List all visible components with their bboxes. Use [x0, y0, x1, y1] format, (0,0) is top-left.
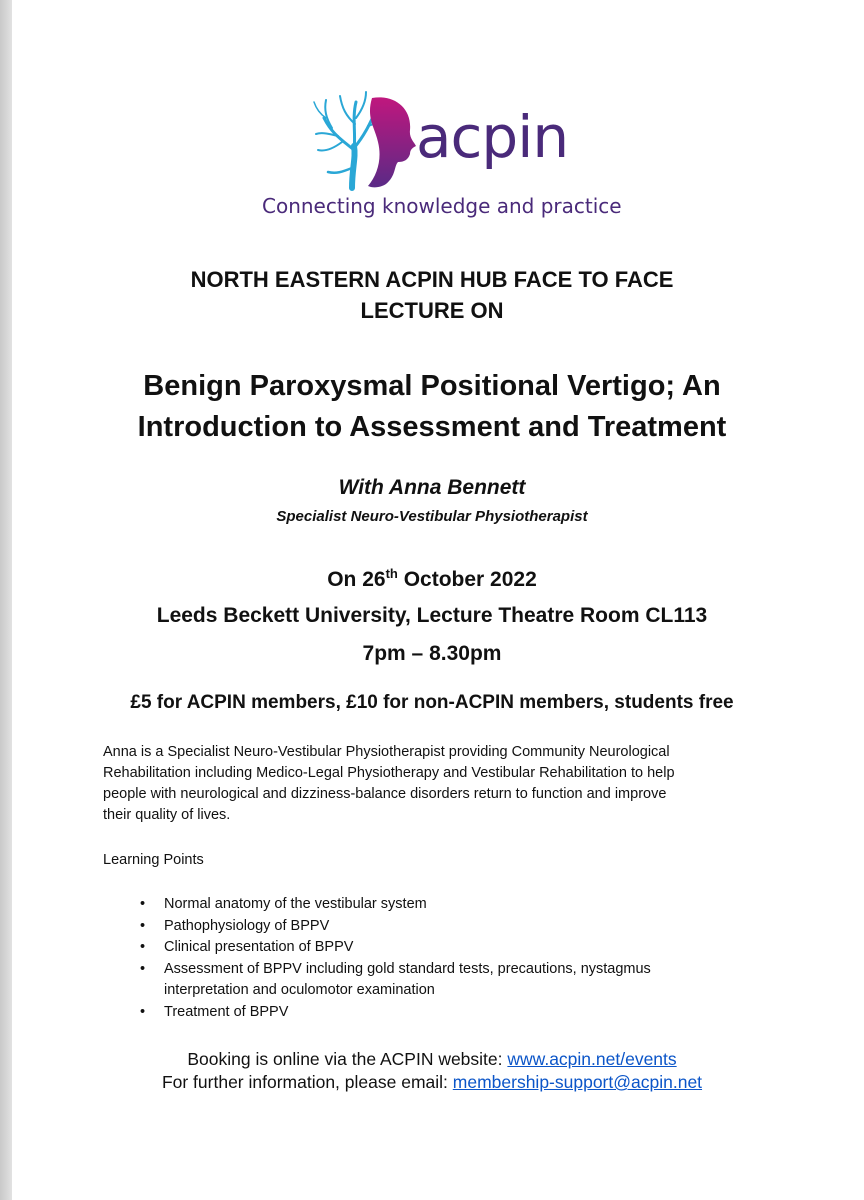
email-link[interactable]: membership-support@acpin.net — [452, 1072, 703, 1092]
booking-text: Booking is online via the ACPIN website: — [187, 1049, 508, 1069]
bullet-icon: • — [140, 939, 146, 955]
list-item: • Clinical presentation of BPPV — [140, 937, 740, 959]
contact-text: For further information, please email: — [161, 1072, 453, 1092]
logo-wordmark: acpin — [416, 103, 569, 171]
event-date — [12, 566, 852, 592]
booking-info — [12, 1048, 852, 1094]
speaker-bio-line1: Anna is a Specialist Neuro-Vestibular Physiotherapist providing Community Neurological — [103, 744, 670, 760]
bullet-icon: • — [140, 917, 146, 934]
speaker-bio — [103, 742, 753, 826]
speaker-name: With Anna Bennett — [338, 476, 526, 499]
speaker-bio-line2: Rehabilitation including Medico-Legal Physiotherapy and Vestibular Rehabilitation to help — [103, 765, 675, 781]
booking-line — [12, 1048, 852, 1071]
event-heading-line1: NORTH EASTERN ACPIN HUB FACE TO FACE — [190, 267, 674, 292]
lecture-title — [12, 366, 852, 448]
contact-line — [12, 1071, 852, 1094]
logo-tagline: Connecting knowledge and practice — [262, 194, 622, 218]
event-heading — [12, 264, 852, 326]
event-date-prefix: On 26 — [327, 568, 386, 591]
event-venue: Leeds Beckett University, Lecture Theatre Room CL113 — [156, 604, 708, 627]
event-time: 7pm – 8.30pm — [362, 642, 502, 665]
list-item: • Treatment of BPPV — [140, 1002, 740, 1024]
speaker-role: Specialist Neuro-Vestibular Physiotherapist — [276, 508, 588, 525]
speaker-bio-line4: their quality of lives. — [103, 807, 231, 823]
lecture-title-line2: Introduction to Assessment and Treatment — [137, 411, 727, 443]
list-item: • Assessment of BPPV including gold standard tests, precautions, nystagmus interpretation and oculomotor examination — [140, 960, 651, 998]
event-date-ordinal: th — [385, 566, 398, 581]
tree-head-icon — [312, 88, 422, 193]
acpin-logo — [262, 88, 652, 228]
lecture-title-line1: Benign Paroxysmal Positional Vertigo; An — [143, 370, 721, 402]
event-date-rest: October 2022 — [397, 568, 537, 591]
bullet-icon: • — [140, 896, 146, 912]
bullet-icon: • — [140, 1003, 146, 1020]
event-price: £5 for ACPIN members, £10 for non-ACPIN members, students free — [130, 692, 734, 713]
event-heading-line2: LECTURE ON — [360, 298, 504, 323]
list-item: • Normal anatomy of the vestibular system — [140, 894, 740, 916]
list-item: • Pathophysiology of BPPV — [140, 916, 740, 938]
events-link[interactable]: www.acpin.net/events — [507, 1049, 677, 1069]
learning-points-heading: Learning Points — [103, 852, 204, 868]
learning-points-list — [140, 894, 740, 1023]
bullet-icon: • — [140, 960, 146, 977]
speaker-bio-line3: people with neurological and dizziness-balance disorders return to function and improve — [103, 786, 667, 802]
